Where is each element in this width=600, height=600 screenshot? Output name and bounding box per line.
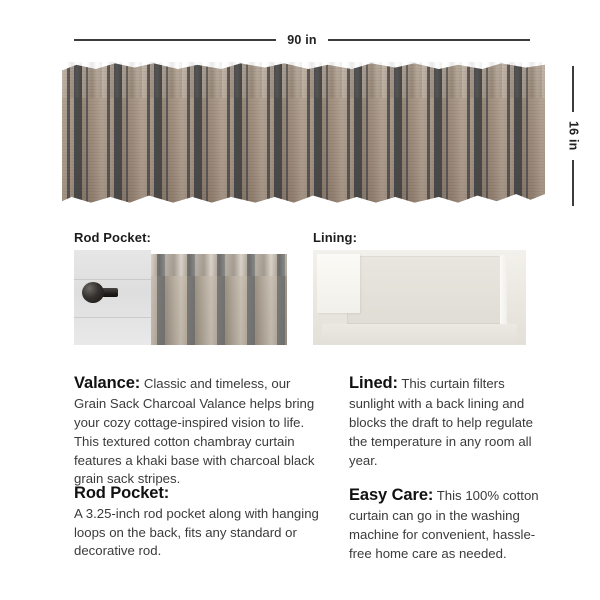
rod-pocket-body-text: A 3.25-inch rod pocket along with hanging loops on the back, fits any standard or decorative rod. — [74, 505, 319, 559]
width-dimension-label: 90 in — [287, 32, 317, 47]
dimension-rule-top — [572, 66, 574, 112]
height-dimension-label: 16 in — [566, 121, 581, 151]
easy-care-lead-label: Easy Care: — [349, 486, 434, 504]
rod-pocket-description — [74, 484, 326, 561]
wall-seam-upper — [74, 279, 151, 280]
valance-product-image — [62, 62, 545, 204]
dimension-rule-right — [328, 39, 530, 41]
easy-care-body-text: This 100% cotton curtain can go in the washing machine for convenient, hassle-free home care as needed. — [349, 488, 539, 561]
rod-finial-icon — [82, 282, 104, 303]
lining-corner-fold — [317, 254, 360, 313]
lined-paragraph — [349, 372, 539, 470]
lined-body-text: This curtain filters sunlight with a back lining and blocks the draft to help regulate the temperature in any room all year. — [349, 376, 534, 468]
striped-fabric — [62, 62, 545, 204]
lined-lead-label: Lined: — [349, 374, 398, 392]
width-dimension — [74, 32, 530, 48]
dimension-rule-bottom — [572, 160, 574, 206]
rod-pocket-panel-label: Rod Pocket: — [74, 230, 151, 245]
height-dimension — [560, 66, 586, 206]
rod-pocket-gather — [151, 254, 287, 276]
lining-hem — [322, 324, 518, 341]
wall-seam-lower — [74, 317, 151, 318]
valance-body-text: Classic and timeless, our Grain Sack Charcoal Valance helps bring your cozy cottage-inspired vision to life. This textured cotton chambray curtain features a khaki base with charcoal black grain sack stripes. — [74, 376, 315, 487]
rod-pocket-heading: Rod Pocket: — [74, 484, 170, 502]
curtain-rod — [102, 288, 118, 297]
lining-panel-label: Lining: — [313, 230, 358, 245]
valance-lead-label: Valance: — [74, 374, 141, 392]
easy-care-description — [349, 484, 539, 564]
valance-paragraph — [74, 372, 326, 489]
lined-description — [349, 372, 539, 470]
lining-edge-strip — [500, 255, 506, 329]
rod-pocket-photo — [74, 250, 287, 345]
back-lining-panel — [347, 256, 505, 324]
dimension-rule-left — [74, 39, 276, 41]
valance-description — [74, 372, 326, 489]
lining-photo — [313, 250, 526, 345]
easy-care-paragraph — [349, 484, 539, 564]
